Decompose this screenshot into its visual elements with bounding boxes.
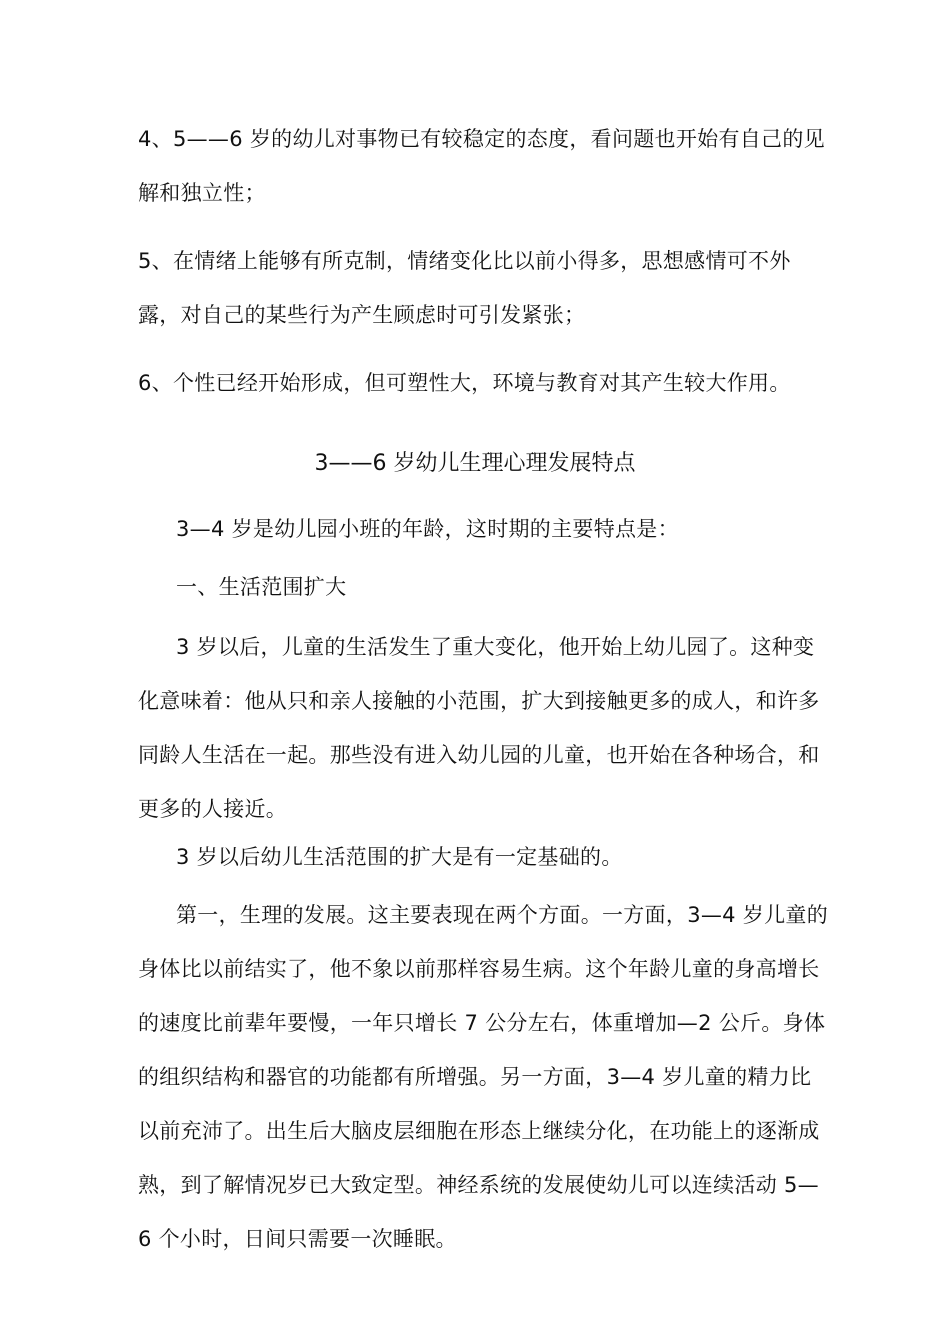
intro-paragraph: 3—4 岁是幼儿园小班的年龄，这时期的主要特点是： — [176, 517, 679, 541]
paragraph-item-6: 6、个性已经开始形成，但可塑性大，环境与教育对其产生较大作用。 — [138, 371, 791, 395]
physiological-development-paragraph: 第一，生理的发展。这主要表现在两个方面。一方面，3—4 岁儿童的身体比以前结实了，他不象以前那样容易生病。这个年龄儿童的身高增长的速度比前辈年要慢，一年只增长 7 公分左右，体重增加—2 公斤。身体的组织结构和器官的功能都有所增强。另一方面，3—4 岁儿童的精力比以前充沛了。出生后大脑皮层细胞在形态上继续分化，在功能上的逐渐成熟，到了解情况岁已大致定型。神经系统的发展使幼儿可以连续活动 5—6 个小时，日间只需要一次睡眠。 — [138, 903, 828, 1251]
section-title: 3——6 岁幼儿生理心理发展特点 — [314, 451, 636, 476]
paragraph-item-4: 4、5——6 岁的幼儿对事物已有较稳定的态度，看问题也开始有自己的见解和独立性； — [138, 127, 825, 205]
section-heading-life-scope: 一、生活范围扩大 — [176, 575, 347, 599]
life-scope-paragraph: 3 岁以后，儿童的生活发生了重大变化，他开始上幼儿园了。这种变化意味着：他从只和亲人接触的小范围，扩大到接触更多的成人，和许多同龄人生活在一起。那些没有进入幼儿园的儿童，也开始在各种场合，和更多的人接近。 — [138, 635, 820, 821]
basis-paragraph: 3 岁以后幼儿生活范围的扩大是有一定基础的。 — [176, 845, 623, 869]
paragraph-item-5: 5、在情绪上能够有所克制，情绪变化比以前小得多，思想感情可不外露，对自己的某些行为产生顾虑时可引发紧张； — [138, 249, 791, 327]
